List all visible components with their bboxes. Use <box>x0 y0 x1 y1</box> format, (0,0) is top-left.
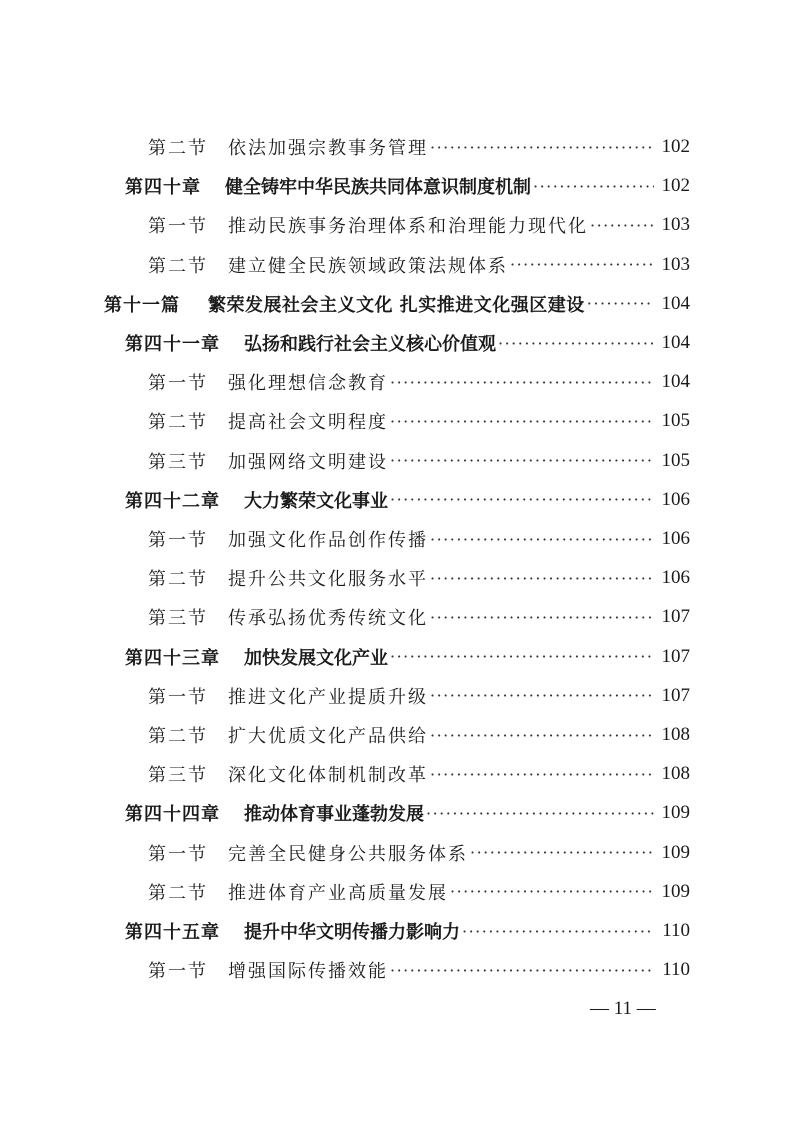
dot-leader <box>390 451 654 470</box>
toc-entry-page-number: 109 <box>661 841 690 863</box>
toc-entry-section <box>148 130 690 164</box>
toc-entry-title: 推动体育事业蓬勃发展 <box>244 804 424 826</box>
dot-leader <box>498 334 654 353</box>
toc-entry-title: 传承弘扬优秀传统文化 <box>228 608 428 630</box>
toc-entry-section <box>148 561 690 595</box>
toc-entry-section <box>148 365 690 399</box>
toc-entry-label: 第四十一章 <box>125 334 220 355</box>
toc-entry-title: 依法加强宗教事务管理 <box>228 138 428 159</box>
toc-entry-page-number: 108 <box>661 724 690 745</box>
toc-entry-page-number: 110 <box>662 920 690 941</box>
toc-entry-section <box>148 248 690 282</box>
toc-entry-label: 第四十二章 <box>125 490 220 512</box>
toc-entry-title: 推进体育产业高质量发展 <box>228 882 448 904</box>
toc-entry-section <box>148 718 690 752</box>
toc-entry-label: 第二节 <box>148 412 208 434</box>
toc-entry-label: 第四十四章 <box>125 804 220 826</box>
toc-entry-label: 第十一篇 <box>104 294 180 316</box>
toc-entry-chapter <box>125 169 690 203</box>
toc-entry-label: 第三节 <box>148 451 208 473</box>
toc-entry-section <box>148 444 690 478</box>
toc-entry-section <box>148 208 690 242</box>
toc-entry-title: 深化文化体制机制改革 <box>228 765 428 787</box>
toc-entry-label: 第三节 <box>148 608 208 630</box>
dot-leader <box>430 530 654 549</box>
toc-entry-page-number: 107 <box>661 606 690 628</box>
toc-entry-page-number: 108 <box>661 763 690 785</box>
toc-entry-label: 第一节 <box>148 961 208 983</box>
dot-leader <box>450 882 654 901</box>
toc-entry-label: 第二节 <box>148 255 208 277</box>
dot-leader <box>430 569 654 588</box>
toc-entry-title: 建立健全民族领域政策法规体系 <box>228 255 508 277</box>
toc-entry-chapter <box>125 796 690 830</box>
toc-entry-page-number: 103 <box>661 253 690 275</box>
dot-leader <box>430 686 654 705</box>
toc-entry-title: 完善全民健身公共服务体系 <box>228 843 468 865</box>
toc-entry-title: 繁荣发展社会主义文化 扎实推进文化强区建设 <box>208 294 585 316</box>
toc-entry-chapter <box>125 483 690 517</box>
toc-entry-page-number: 102 <box>661 175 690 197</box>
dot-leader <box>590 216 654 235</box>
toc-entry-part <box>104 287 690 321</box>
toc-entry-label: 第一节 <box>148 373 208 395</box>
toc-entry-page-number: 103 <box>661 214 690 236</box>
toc-entry-page-number: 104 <box>661 371 690 393</box>
dot-leader <box>390 412 654 431</box>
toc-entry-section <box>148 600 690 634</box>
dot-leader <box>587 294 654 313</box>
toc-entry-page-number: 102 <box>661 136 690 157</box>
dot-leader <box>426 804 654 823</box>
toc-entry-label: 第二节 <box>148 138 208 159</box>
dot-leader <box>430 726 654 745</box>
toc-entry-page-number: 106 <box>661 567 690 589</box>
dot-leader <box>430 765 654 784</box>
dot-leader <box>462 922 654 941</box>
toc-entry-label: 第二节 <box>148 726 208 747</box>
toc-entry-page-number: 104 <box>661 292 690 314</box>
dot-leader <box>430 608 654 627</box>
toc-entry-label: 第二节 <box>148 882 208 904</box>
dot-leader <box>390 961 654 980</box>
toc-entry-label: 第一节 <box>148 843 208 865</box>
toc-entry-page-number: 105 <box>661 449 690 471</box>
toc-entry-title: 弘扬和践行社会主义核心价值观 <box>244 334 496 355</box>
toc-entry-title: 加强文化作品创作传播 <box>228 530 428 551</box>
toc-entry-label: 第二节 <box>148 569 208 591</box>
toc-entry-page-number: 105 <box>661 410 690 432</box>
toc-entry-title: 加快发展文化产业 <box>244 647 388 669</box>
toc-entry-chapter <box>125 326 690 360</box>
toc-entry-title: 提高社会文明程度 <box>228 412 388 434</box>
toc-entry-title: 健全铸牢中华民族共同体意识制度机制 <box>225 177 531 199</box>
toc-entry-title: 推动民族事务治理体系和治理能力现代化 <box>228 216 588 238</box>
dot-leader <box>510 255 654 274</box>
dot-leader <box>470 843 654 862</box>
toc-entry-label: 第四十章 <box>125 177 201 199</box>
dot-leader <box>430 138 654 157</box>
toc-entry-section <box>148 875 690 909</box>
toc-entry-label: 第一节 <box>148 216 208 238</box>
toc-entry-section <box>148 522 690 556</box>
toc-entry-page-number: 110 <box>662 959 690 981</box>
toc-entry-page-number: 107 <box>661 684 690 706</box>
toc-entry-title: 加强网络文明建设 <box>228 451 388 473</box>
dot-leader <box>390 373 654 392</box>
toc-entry-chapter <box>125 914 690 948</box>
dot-leader <box>533 177 654 196</box>
toc-entry-title: 提升公共文化服务水平 <box>228 569 428 591</box>
toc-entry-section <box>148 953 690 987</box>
toc-entry-label: 第一节 <box>148 686 208 708</box>
toc-entry-section <box>148 757 690 791</box>
toc-entry-page-number: 106 <box>661 528 690 549</box>
toc-entry-page-number: 109 <box>661 802 690 824</box>
toc-entry-page-number: 104 <box>661 332 690 353</box>
toc-entry-page-number: 107 <box>661 645 690 667</box>
toc-entry-title: 推进文化产业提质升级 <box>228 686 428 708</box>
toc-entry-label: 第四十五章 <box>125 922 220 943</box>
toc-entry-title: 扩大优质文化产品供给 <box>228 726 428 747</box>
toc-entry-label: 第三节 <box>148 765 208 787</box>
toc-entry-section <box>148 679 690 713</box>
toc-entry-title: 强化理想信念教育 <box>228 373 388 395</box>
toc-entry-chapter <box>125 640 690 674</box>
toc-entry-label: 第四十三章 <box>125 647 220 669</box>
toc-entry-page-number: 106 <box>661 488 690 510</box>
dot-leader <box>390 490 654 509</box>
toc-entry-label: 第一节 <box>148 530 208 551</box>
dot-leader <box>390 647 654 666</box>
toc-entry-section <box>148 404 690 438</box>
toc-entry-page-number: 109 <box>661 880 690 902</box>
page-footer-number: — 11 — <box>590 998 656 1019</box>
toc-entry-title: 增强国际传播效能 <box>228 961 388 983</box>
toc-entry-title: 大力繁荣文化事业 <box>244 490 388 512</box>
toc-entry-section <box>148 836 690 870</box>
toc-entry-title: 提升中华文明传播力影响力 <box>244 922 460 943</box>
